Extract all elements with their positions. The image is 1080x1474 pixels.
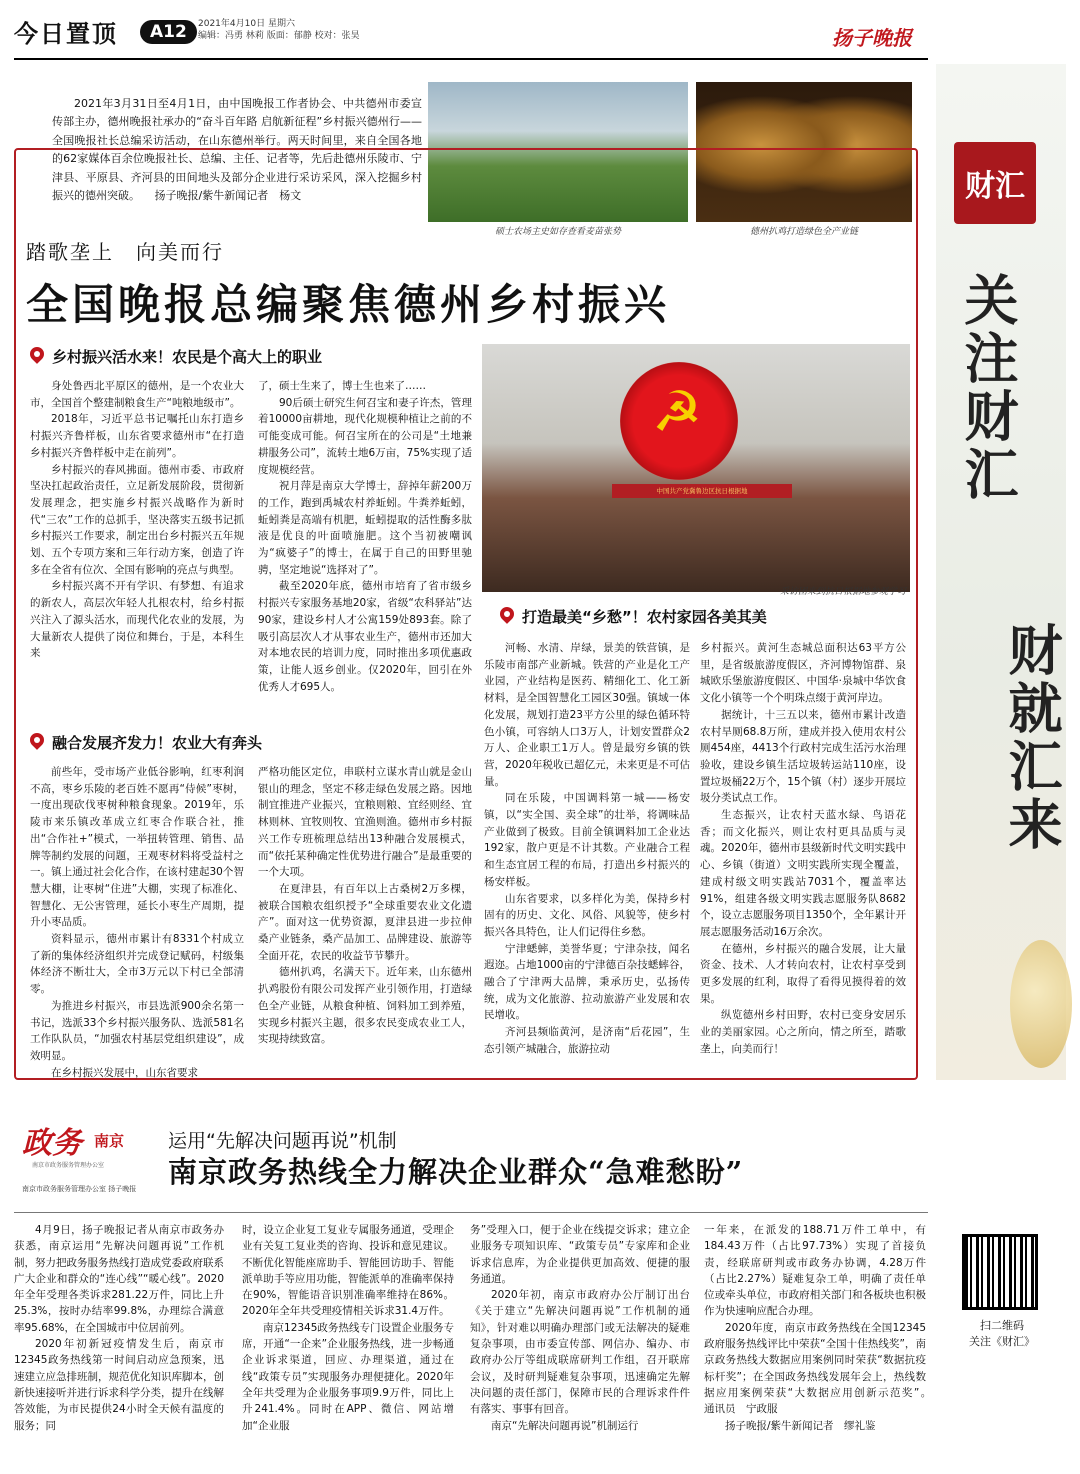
paragraph: 资料显示，德州市累计有8331个村成立了新的集体经济组织并完成登记赋码，村级集体经济不断壮大，全市3万元以下村已全部清零。 (30, 933, 244, 996)
date-line: 2021年4月10日 星期六 (198, 19, 295, 29)
paragraph: 截至2020年底，德州市培育了省市级乡村振兴专家服务基地20家，省级“农科驿站”达90家，建设乡村人才公寓159处893套。除了吸引高层次人才从事农业生产，德州市还加大对本地农民的培训力度，同时推出多项优惠政策，让能人返乡创业。仅2020年，回引在外优秀人才695人。 (258, 580, 472, 693)
byline: 扬子晚报/紫牛新闻记者 缪礼鉴 (725, 1419, 876, 1432)
paragraph: 务”受理入口，便于企业在线提交诉求；建立企业服务专项知识库、“政策专员”专家库和企业诉求信息库，为企业提供更加高效、便捷的服务通道。 (470, 1224, 690, 1285)
section1-column-2 (258, 378, 472, 695)
nanjing-column-4 (704, 1222, 968, 1434)
paragraph: 南京12345政务热线专门设置企业服务专席，开通“一企来”企业服务热线，进一步畅通企业诉求渠道，回应、办理渠道，通过在线“政策专员”实现服务办理便捷化。2020年全年共受理为企业服务事项9.9万件，同比上升241.4%。同时在APP、微信、网站增加“企业服 (242, 1321, 454, 1432)
section2-column-2 (258, 764, 472, 1048)
paragraph: 祝月萍是南京大学博士，辞掉年薪200万的工作，跑到禹城农村养蚯蚓。牛粪养蚯蚓，蚯蚓粪是高端有机肥，蚯蚓提取的活性酶多肽液是优良的叶面喷施肥。这个当初被嘲讽为“疯婆子”的博士，在属于自己的田野里驰骋，坚定地说“选择对了”。 (258, 480, 472, 576)
paragraph: 时，设立企业复工复业专属服务通道，受理企业有关复工复业类的咨询、投诉和意见建议。不断优化智能座席助手、智能回访助手、智能派单助手等应用功能，智能派单的准确率保持在90%，智能语音识别准确率维持在86%。2020年全年共受理疫情相关诉求31.4万件。 (242, 1224, 454, 1318)
hammer-sickle-icon: ☭ (652, 380, 703, 445)
paragraph: 2020年初，南京市政府办公厅制订出台《关于建立“先解决问题再说”工作机制的通知》，针对难以明确办理部门或无法解决的疑难复杂事项，由市委宣传部、网信办、编办、市政府办公厅等组成联席研判工作组，召开联席会议，及时研判疑难复杂事项，迅速确定先解决问题的责任部门，保障市民的合理诉求件件有落实、事事有回音。 (470, 1289, 690, 1416)
zhengwu-org: 南京市政务服务管理办公室 扬子晚报 (22, 1185, 137, 1193)
paragraph: 身处鲁西北平原区的德州，是一个农业大市，全国首个整建制粮食生产“吨粮地级市”。 (30, 380, 244, 409)
section-title: 今日置顶 (14, 20, 118, 48)
sidebar-slogan-2: 财就汇来 (1000, 622, 1064, 854)
zhengwu-logo-slogan: 南京市政务服务管理办公室 (32, 1162, 105, 1169)
nanjing-divider (14, 1212, 928, 1213)
paragraph: 在夏津县，有百年以上古桑树2万多棵，被联合国粮农组织授予“全球重要农业文化遗产”。面对这一优势资源，夏津县进一步拉伸桑产业链条，桑产品加工、品牌建设、旅游等全面开花，农民的收益节节攀升。 (258, 882, 472, 962)
location-pin-icon (500, 607, 514, 627)
zhengwu-logo: 政务 (22, 1126, 82, 1161)
paragraph: 同在乐陵，中国调料第一城——杨安镇，以“实全国、卖全球”的壮举，将调味品产业做到了极致。目前全镇调料加工企业达192家，散户更是不计其数。产业融合工程和生态宜居工程的布局，打造出乡村振兴的杨安样板。 (484, 792, 690, 888)
nanjing-column-1 (14, 1222, 224, 1434)
paragraph: 2018年，习近平总书记嘱托山东打造乡村振兴齐鲁样板，山东省要求德州市“在打造乡村振兴齐鲁样板中走在前列”。 (30, 413, 244, 459)
paragraph: 河畅、水清、岸绿，景美的铁营镇，是乐陵市南部产业新城。铁营的产业是化工产业园，产业结构是医药、精细化工、化工新材料，是全国智慧化工园区30强。镇域一体化发展，规划打造23平方公里的绿色循环特色小镇，可容纳人口3万人，计划安置群众2万人、企业职工1万人。曾是最穷乡镇的铁营，2020年税收已超亿元，未来更是不可估量。 (484, 642, 690, 788)
page-number-badge: A12 (140, 20, 197, 44)
location-pin-icon (30, 733, 44, 753)
section1-column-1 (30, 378, 244, 662)
header-divider (14, 58, 928, 60)
hall-banner: 中国共产党冀鲁边区抗日根据地 (612, 484, 792, 498)
paragraph: 2020年度，南京市政务热线在全国12345政府服务热线评比中荣获“全国十佳热线奖”，南京政务热线大数据应用案例同时荣获“数据抗疫标杆奖”；在全国政务热线发展年会上，热线数据应用案例荣获“大数据应用创新示范奖”。 通讯员 宁政服 (704, 1321, 968, 1416)
paragraph: 一年来，在派发的188.71万件工单中，有184.43万件（占比97.73%）实现了首接负责，经联席研判或市政务办协调，4.28万件（占比2.27%）疑难复杂工单，明确了责任单位或牵头单位，市政府相关部门和各板块也积极作为快速响应配合办理。 (704, 1224, 926, 1318)
paragraph: 德州扒鸡，名满天下。近年来，山东德州扒鸡股份有限公司发挥产业引领作用，打造绿色全产业链，从粮食种植、饲料加工到养殖，实现乡村振兴主题，很多农民变成农业工人，实现持续致富。 (258, 966, 472, 1046)
paragraph: 2020年初新冠疫情发生后，南京市12345政务热线第一时间启动应急预案，迅速建立应急排班制，规范优化知识库脚本，创新快速接听并进行诉求科学分类，提升在线解答效能，为市民提供24小时全天候有温度的服务；同 (14, 1338, 224, 1432)
main-headline: 全国晚报总编聚焦德州乡村振兴 (26, 280, 671, 329)
subhead-3 (500, 606, 767, 627)
location-pin-icon (30, 347, 44, 367)
photo-caption-1: 硕士农场主史如存查看麦苗张势 (494, 227, 621, 237)
paragraph: 前些年，受市场产业低谷影响，红枣利润不高，枣乡乐陵的老百姓不愿再“侍候”枣树，一度出现砍伐枣树种粮食现象。2019年，乐陵市来乐镇改革成立红枣合作联合社，推出“合作社+”模式，一举扭转管理、销售、品牌等制约发展的问题，王观枣材料将受益村之一。镇上通过社会化合作，在该村建起30个智慧大棚，让枣树“住进”大棚，实现了标准化、智慧化、无公害管理，延长小枣生产周期，提升小枣品质。 (30, 766, 244, 929)
subhead-2 (30, 732, 262, 753)
sidebar-slogan-1: 关注财汇 (956, 272, 1020, 504)
qr-code-icon[interactable] (962, 1234, 1038, 1310)
paragraph: 据统计，十三五以来，德州市累计改造农村旱厕68.8万所，建成并投入使用农村公厕454座，4413个行政村完成生活污水治理验收，建设乡镇生活垃圾转运站110座，设置垃圾桶22万个，15个镇（村）逐步开展垃圾分类试点工作。 (700, 708, 906, 805)
paragraph: 乡村振兴的春风拂面。德州市委、市政府坚决扛起政治责任，立足新发展阶段，贯彻新发展理念，把实施乡村振兴战略作为新时代“三农”工作的总抓手，坚决落实五级书记抓乡村振兴工作要求，制定出台乡村振兴五年规划、五个专项方案和三年行动方案，创造了许多在全省有位次、全国有影响的亮点与典型。 (30, 463, 244, 576)
paragraph: 严格功能区定位，串联村立谋水青山就是金山银山的理念，坚定不移走绿色发展之路。因地制宜推进产业振兴，宜粮则粮、宜经则经、宜林则林、宜牧则牧、宜渔则渔。德州市乡村振兴工作专班梳理总结出13种融合发展模式，而“依托某种确定性优势进行融合”是最重要的一个大项。 (258, 766, 472, 879)
subhead-3-text: 打造最美“乡愁”！农村家园各美其美 (522, 608, 767, 626)
paragraph: 了，硕士生来了，博士生也来了…… (258, 380, 426, 392)
qr-caption (952, 1318, 1052, 1350)
caihui-logo: 财汇 (954, 142, 1036, 224)
paragraph: 生态振兴，让农村天蓝水绿、鸟语花香；而文化振兴，则让农村更具品质与灵魂。2020年，德州市县级新时代文明实践中心、乡镇（街道）文明实践所实现全覆盖，建成村级文明实践站7031个，覆盖率达91%，组建各级文明实践志愿服务队8682个，设立志愿服务项目1350个，全年累计开展志愿服务活动16万余次。 (700, 809, 906, 938)
subhead-1 (30, 346, 322, 367)
editors-line: 编辑：冯勇 林莉 版面：郁静 校对：张昊 (198, 31, 360, 41)
paragraph: 为推进乡村振兴，市县选派900余名第一书记，选派33个乡村振兴服务队、选派581名工作队队员，“加强农村基层党组织建设”，成效明显。 (30, 999, 244, 1062)
section2-column-1 (30, 764, 244, 1081)
section3-column-1 (484, 640, 690, 1058)
newspaper-logo: 扬子晚报 (832, 26, 912, 50)
paragraph: 90后硕士研究生何召宝和妻子许杰，管理着10000亩耕地，现代化规模种植让之前的不可能变成可能。何召宝所在的公司是“土地兼耕服务公司”，流转土地6万亩，75%实现了适度规模经营。 (258, 396, 472, 476)
photo-caption-2: 德州扒鸡打造绿色全产业链 (749, 227, 858, 237)
paragraph: 在德州，乡村振兴的融合发展，让大量资金、技术、人才转向农村，让农村享受到更多发展的红利，取得了看得见摸得着的效果。 (700, 942, 906, 1005)
zhengwu-logo-city: 南京 (94, 1132, 125, 1150)
paragraph: 宁津蟋蟀，美誉华夏；宁津杂技，闻名遐迩。占地1000亩的宁津德百杂技蟋蟀谷，融合了宁津两大品牌，秉承历史，弘扬传统，成为文化旅游、拉动旅游产业发展和农民增收。 (484, 942, 690, 1022)
subhead-1-text: 乡村振兴活水来！农民是个高大上的职业 (52, 348, 323, 366)
paragraph: 4月9日，扬子晚报记者从南京市政务办获悉，南京运用“先解决问题再说”工作机制，努力把政务服务热线打造成党委政府联系广大企业和群众的“连心线”“暖心线”。2020年全年受理各类诉求281.22万件，同比上升25.3%，按时办结率99.8%，办理综合满意率95.68%，在全国城市中位居前列。 (14, 1224, 224, 1334)
paragraph: 齐河县频临黄河，是济南“后花园”，生态引领产城融合，旅游拉动 (484, 1026, 690, 1055)
nanjing-kicker: 运用“先解决问题再说”机制 (168, 1130, 397, 1152)
qr-caption-1: 扫二维码 (980, 1319, 1024, 1332)
kicker: 踏歌垄上 向美而行 (26, 240, 224, 264)
paragraph: 纵览德州乡村田野，农村已变身安居乐业的美丽家园。心之所向，情之所至，踏歌垄上，向美而行！ (700, 1009, 906, 1055)
paragraph: 乡村振兴。黄河生态城总面积达63平方公里，是省级旅游度假区，齐河博物馆群、泉城欧乐堡旅游度假区、中国华·泉城中华饮食文化小镇等一个个明珠点缀于黄河岸边。 (700, 642, 906, 705)
paragraph: 在乡村振兴发展中，山东省要求 (51, 1066, 198, 1079)
paragraph: 乡村振兴离不开有学识、有梦想、有追求的新农人，高层次年轻人扎根农村，给乡村振兴注入了源头活水，而现代化农业的发展，为大量新农人提供了岗位和舞台，于是，本科生来 (30, 580, 244, 660)
nanjing-column-3 (470, 1222, 690, 1434)
paragraph: 山东省要求，以多样化为美，保持乡村固有的历史、文化、风俗、风貌等，使乡村振兴各具特色，让人们记得住乡愁。 (484, 892, 690, 938)
paragraph: 南京“先解决问题再说”机制运行 (491, 1419, 639, 1432)
lead-text: 2021年3月31日至4月1日，由中国晚报工作者协会、中共德州市委宣传部主办，德州晚报社承办的“奋斗百年路 启航新征程”乡村振兴德州行——全国晚报社长总编采访活动，在山东德州举行。两天时间里，来自全国各地的62家媒体百余位晚报社长、总编、主任、记者等，先后赴德州乐陵市、宁津县、平原县、齐河县的田间地头及部分企业进行采访采风，深入挖掘乡村振兴的德州突破。 (52, 97, 422, 203)
nanjing-column-2 (242, 1222, 454, 1434)
date-editors (198, 18, 360, 42)
photo-caption-3: 采访团来到抗日根据地参观学习 (779, 587, 906, 597)
lead-byline: 扬子晚报/紫牛新闻记者 杨文 (154, 189, 302, 203)
qr-caption-2: 关注《财汇》 (969, 1335, 1035, 1348)
coin-illustration (1010, 940, 1072, 1068)
nanjing-headline: 南京政务热线全力解决企业群众“急难愁盼” (168, 1155, 744, 1189)
subhead-2-text: 融合发展齐发力！农业大有奔头 (52, 734, 263, 752)
section3-column-2 (700, 640, 906, 1058)
